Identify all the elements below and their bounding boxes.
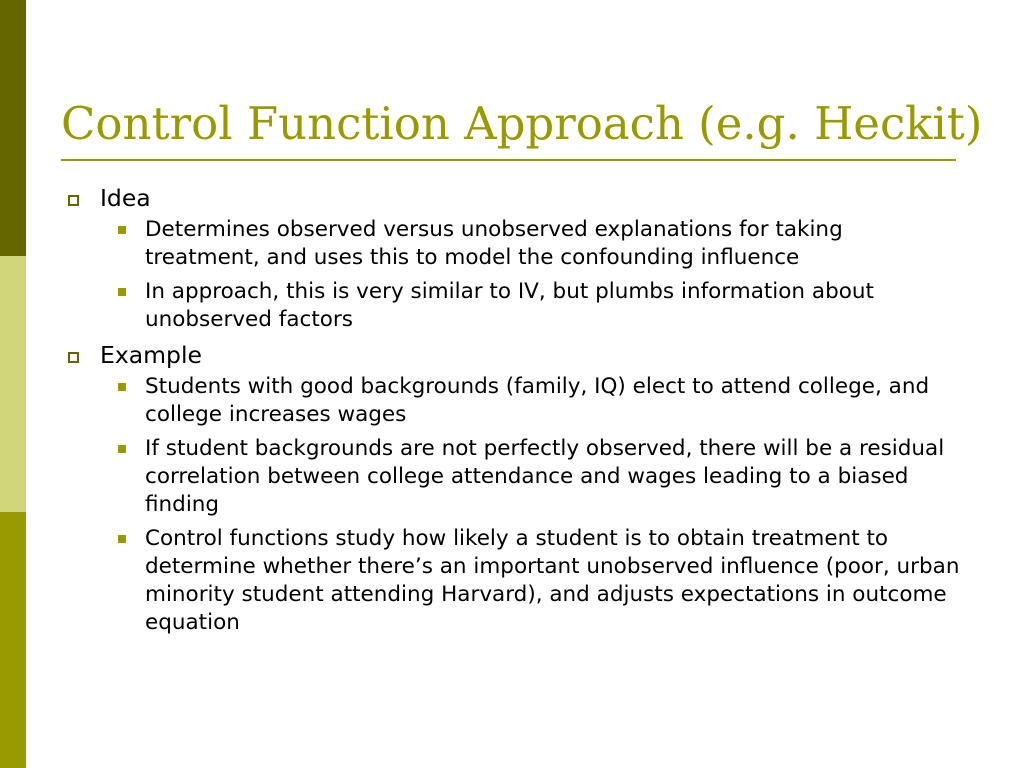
list-item [100,435,960,519]
hollow-square-icon [68,195,79,206]
section-idea [60,182,960,334]
list-item [100,216,960,272]
title-underline [61,159,956,161]
section-label: Example [100,341,202,369]
section-example [60,339,960,637]
sidebar-band-mid [0,512,26,768]
section-label: Idea [100,184,151,212]
sidebar-band-dark [0,0,26,256]
filled-square-icon [118,535,126,543]
bullet-text: Determines observed versus unobserved explanations for taking treatment, and uses this to model the confounding influence [145,217,843,270]
filled-square-icon [118,288,126,296]
bullet-text: In approach, this is very similar to IV, but plumbs information about unobserved factors [145,279,874,332]
bullet-text: Control functions study how likely a student is to obtain treatment to determine whether there’s an important unobserved influence (poor, urban minority student attending Harvard), and adjusts expectations in outcome equation [145,526,960,635]
hollow-square-icon [68,352,79,363]
sidebar-band-light [0,256,26,512]
bullet-text: Students with good backgrounds (family, IQ) elect to attend college, and college increases wages [145,374,930,427]
sub-bullet-list [100,373,960,637]
list-item [100,278,960,334]
filled-square-icon [118,226,126,234]
filled-square-icon [118,445,126,453]
slide-title: Control Function Approach (e.g. Heckit) [61,97,983,150]
sub-bullet-list [100,216,960,334]
filled-square-icon [118,383,126,391]
bullet-text: If student backgrounds are not perfectly observed, there will be a residual correlation between college attendance and wages leading to a biased finding [145,436,945,517]
slide-content [60,182,960,637]
list-item [100,373,960,429]
list-item [100,525,960,637]
decorative-sidebar [0,0,26,768]
